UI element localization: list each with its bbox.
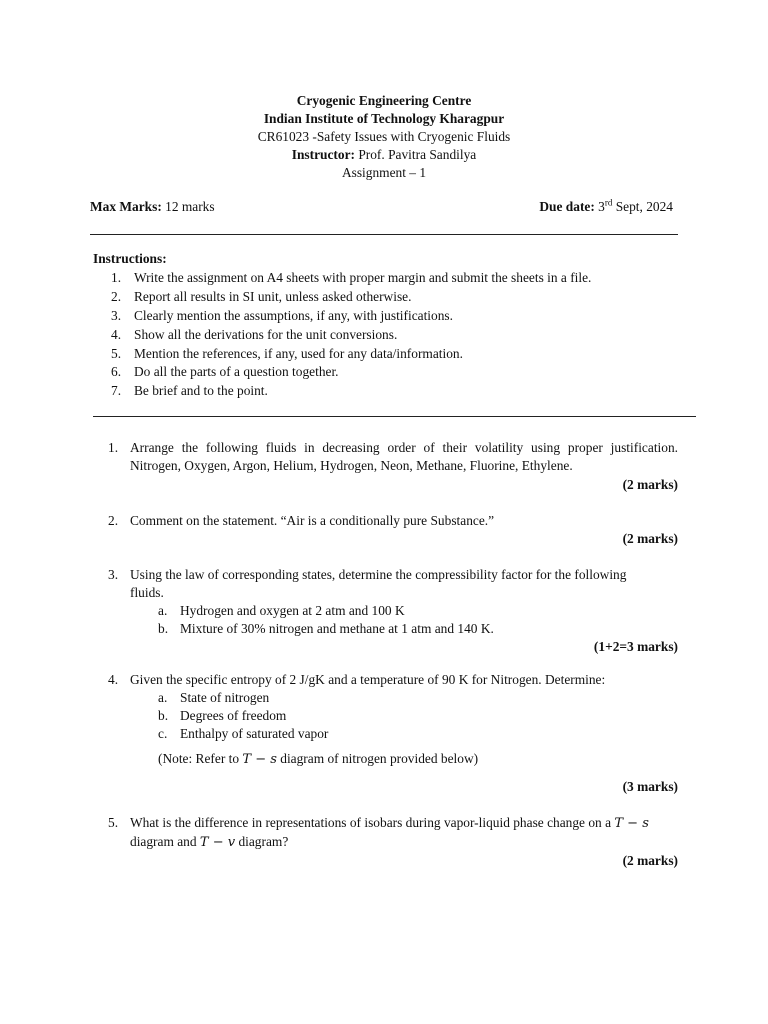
meta-row	[90, 198, 673, 216]
sub-question: a. State of nitrogen	[158, 690, 270, 705]
divider-top	[90, 234, 678, 235]
instructor-label: Instructor:	[291, 147, 355, 162]
question-marks: (3 marks)	[622, 779, 678, 794]
sub-question: b. Mixture of 30% nitrogen and methane at 1 atm and 140 K.	[158, 621, 494, 636]
instructions-title: Instructions:	[93, 251, 167, 266]
sub-question: c. Enthalpy of saturated vapor	[158, 726, 329, 741]
instructor-name: Prof. Pavitra Sandilya	[354, 147, 477, 162]
math-expression: T − v	[199, 835, 236, 850]
question-number: 1.	[108, 440, 119, 455]
question-number: 2.	[108, 513, 119, 528]
max-marks	[90, 198, 215, 216]
question-5	[108, 814, 678, 870]
question-marks: (2 marks)	[622, 853, 678, 868]
list-item: 3. Clearly mention the assumptions, if any, with justifications.	[111, 307, 453, 323]
list-item: 4. Show all the derivations for the unit conversions.	[111, 326, 398, 342]
question-1	[108, 439, 678, 494]
question-marks: (1+2=3 marks)	[593, 639, 678, 654]
list-item: 1. Write the assignment on A4 sheets with proper margin and submit the sheets in a file.	[111, 270, 592, 285]
question-3	[108, 566, 678, 656]
question-4	[108, 671, 678, 796]
question-note: (Note: Refer to T − s diagram of nitrogen provided below)	[158, 751, 479, 767]
institute-name: Indian Institute of Technology Kharagpur	[263, 111, 505, 126]
list-item: 5. Mention the references, if any, used for any data/information.	[111, 345, 463, 361]
max-marks-label: Max Marks:	[90, 199, 162, 214]
math-expression: T − s	[242, 752, 277, 767]
question-2	[108, 512, 678, 548]
question-text: Arrange the following fluids in decreasing order of their volatility using proper justification. Nitrogen, Oxygen, Argon, Helium, Hydrogen, Neon, Methane, Fluorine, Ethylene.	[130, 440, 678, 473]
instructor-line	[0, 146, 768, 164]
question-number: 5.	[108, 815, 119, 830]
due-date	[539, 198, 673, 216]
math-expression: T − s	[614, 816, 649, 831]
sub-question: a. Hydrogen and oxygen at 2 atm and 100 K	[158, 603, 405, 618]
assignment-title: Assignment – 1	[341, 165, 427, 180]
due-month-year: Sept, 2024	[612, 199, 673, 214]
question-text: Given the specific entropy of 2 J/gK and a temperature of 90 K for Nitrogen. Determine:	[130, 672, 606, 687]
list-item: 6. Do all the parts of a question together.	[111, 364, 339, 380]
question-number: 3.	[108, 567, 119, 582]
question-text: Comment on the statement. “Air is a conditionally pure Substance.”	[130, 513, 495, 528]
due-date-label: Due date:	[539, 199, 595, 214]
question-marks: (2 marks)	[622, 531, 678, 546]
course-title: CR61023 -Safety Issues with Cryogenic Fluids	[257, 129, 511, 144]
centre-name: Cryogenic Engineering Centre	[296, 93, 472, 108]
question-text: What is the difference in representations of isobars during vapor-liquid phase change on a T − s diagram and T − v diagram?	[130, 815, 649, 850]
sub-question: b. Degrees of freedom	[158, 708, 287, 723]
question-marks: (2 marks)	[622, 477, 678, 492]
document-header	[0, 92, 768, 182]
list-item: 2. Report all results in SI unit, unless asked otherwise.	[111, 288, 412, 304]
max-marks-value: 12 marks	[161, 199, 215, 214]
list-item: 7. Be brief and to the point.	[111, 383, 268, 399]
due-day-suffix: rd	[604, 197, 613, 208]
question-number: 4.	[108, 672, 119, 687]
instructions-list	[93, 269, 693, 401]
divider-bottom	[93, 416, 696, 417]
due-day: 3	[594, 199, 605, 214]
question-text: Using the law of corresponding states, determine the compressibility factor for the following fluids.	[130, 567, 627, 600]
instructions-section	[93, 250, 693, 401]
